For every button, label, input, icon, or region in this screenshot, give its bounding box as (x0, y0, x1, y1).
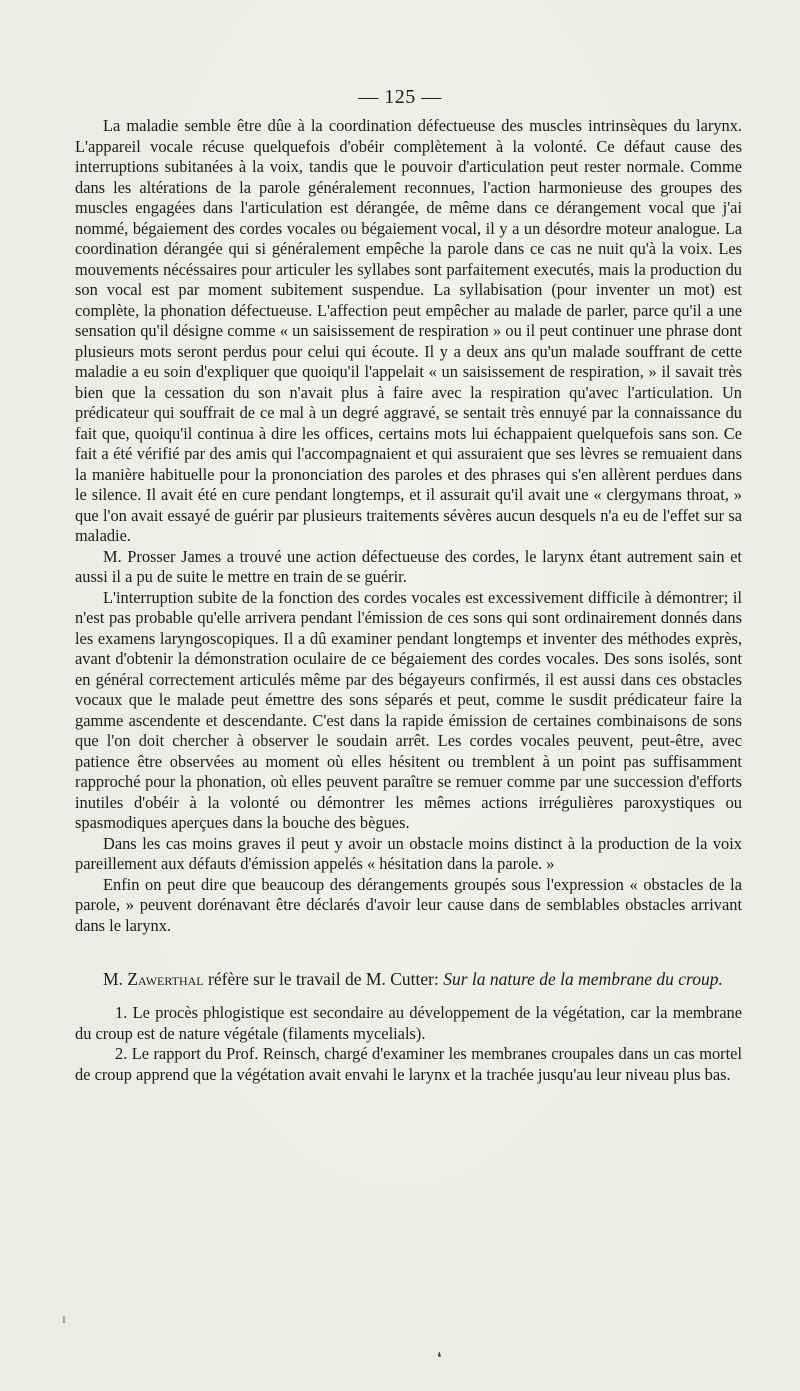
margin-mark: ɪ (62, 1312, 66, 1327)
bottom-ink-mark: ❛ (437, 1351, 442, 1366)
section-verb: réfère sur le travail de M. Cutter: (203, 969, 444, 989)
numbered-item-1: 1. Le procès phlogistique est secondaire au développement de la végétation, car la membrane du croup est de nature végétale (filaments mycelials). (75, 1003, 742, 1043)
paragraph-5: Enfin on peut dire que beaucoup des dérangements groupés sous l'expression « obstacles de la parole, » peuvent dorénavant être déclarés d'avoir leur cause dans de semblables obstacles arrivant dans le larynx. (75, 874, 742, 935)
section-title: Sur la nature de la membrane du croup. (443, 969, 723, 989)
section-heading (75, 967, 742, 991)
section-author: M. Zawerthal (103, 969, 204, 989)
paragraph-3: L'interruption subite de la fonction des cordes vocales est excessivement difficile à démontrer; il n'est pas probable qu'elle arrivera pendant l'émission de ces sons qui sont ordinairement donnés dans les examens laryngoscopiques. Il a dû examiner pendant longtemps et inventer des méthodes exprès, avant d'obtenir la démonstration oculaire de ce bégaiement des cordes vocales. Des sons isolés, sont en général correctement articulés même par des bégayeurs confirmés, il est aussi dans ces obstacles vocaux que le malade peut émettre des sons séparés et peut, comme le susdit prédicateur faire la gamme ascendente et descendante. C'est dans la rapide émission de certaines combinaisons de sons que l'on doit chercher à observer le soudain arrêt. Les cordes vocales peuvent, peut-être, avec patience être observées au moment où elles hésitent ou tremblent à un point pas suffisamment rapproché pour la phonation, où elles peuvent paraître se remuer comme par une succession d'efforts inutiles d'obéir à la volonté ou démontrer les mêmes actions irrégulières paroxystiques ou spasmodiques aperçues dans la bouche des bègues. (75, 587, 742, 832)
paragraph-4: Dans les cas moins graves il peut y avoir un obstacle moins distinct à la production de la voix pareillement aux défauts d'émission appelés « hésitation dans la parole. » (75, 833, 742, 873)
numbered-list (75, 1003, 742, 1085)
page-number: — 125 — (358, 86, 442, 108)
paragraph-1: La maladie semble être dûe à la coordination défectueuse des muscles intrinsèques du larynx. L'appareil vocale récuse quelquefois d'obéir complètement à la volonté. Ce défaut cause des interruptions subitanées à la voix, tandis que le pouvoir d'articulation peut rester normale. Comme dans les altérations de la parole généralement reconnues, l'action harmonieuse des groupes des muscles engagées dans l'articulation est dérangée, de même dans ce dérangement vocal que j'ai nommé, bégaiement des cordes vocales ou bégaiement vocal, il y a un désordre moteur analogue. La coordination dérangée qui si généralement empêche la parole dans ce cas ne nuit qu'à la voix. Les mouvements nécéssaires pour articuler les syllabes sont parfaitement executés, mais la production du son vocal est par moment subitement suspendue. La syllabisation (pour inventer un mot) est complète, la phonation défectueuse. L'affection peut empêcher au malade de parler, parce qu'il a une sensation qu'il désigne comme « un saisissement de respiration » ou il peut continuer une phrase dont plusieurs mots seront perdus pour celui qui écoute. Il y a deux ans qu'un malade souffrant de cette maladie a eu soin d'expliquer que quoiqu'il l'appelait « un saisissement de respiration, » il savait très bien que la cessation du son n'avait plus à faire avec la respiration qu'avec l'articulation. Un prédicateur qui souffrait de ce mal à un degré aggravé, se sentait très ennuyé par la connaissance du fait que, quoiqu'il continua à dire les offices, certains mots lui échappaient quelquefois sans son. Ce fait a été vérifié par des amis qui l'accompagnaient et qui assuraient que ses lèvres se remuaient dans la manière habituelle pour la prononciation des paroles et des phrases qui s'en allèrent perdues dans le silence. Il avait été en cure pendant longtemps, et il assurait qu'il avait une « clergymans throat, » que l'on avait essayé de guérir par plusieurs traitements sévères aucun desquels n'a eu de l'effet sur sa maladie. (75, 116, 742, 545)
body-text (75, 116, 742, 1085)
paragraph-2: M. Prosser James a trouvé une action défectueuse des cordes, le larynx étant autrement sain et aussi il a pu de suite le mettre en train de se guérir. (75, 546, 742, 586)
numbered-item-2: 2. Le rapport du Prof. Reinsch, chargé d'examiner les membranes croupales dans un cas mortel de croup apprend que la végétation avait envahi le larynx et la trachée jusqu'au leur niveau plus bas. (75, 1044, 742, 1084)
